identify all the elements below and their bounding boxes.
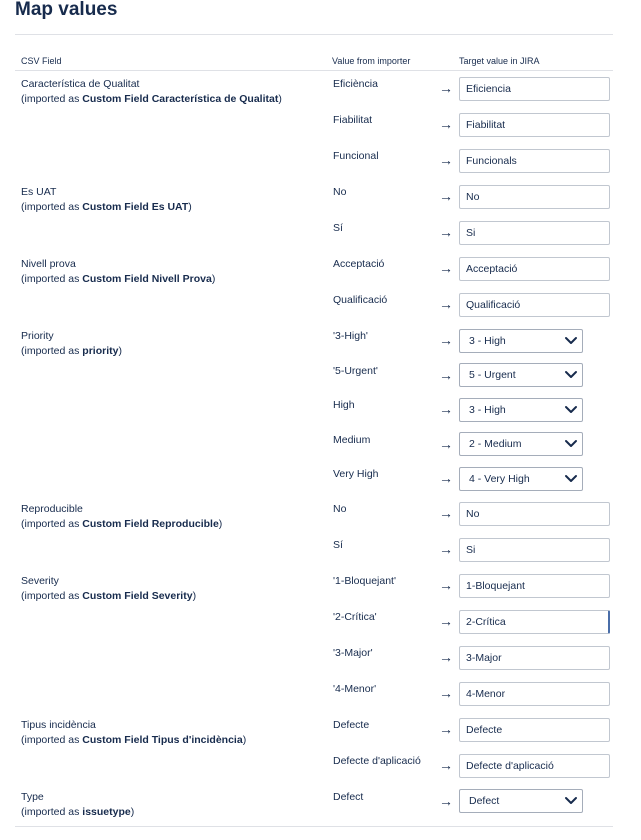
target-value-input[interactable]: Fiabilitat (459, 113, 610, 137)
chevron-down-icon (564, 473, 578, 485)
importer-value: Very High (333, 468, 379, 480)
target-value-input[interactable]: Qualificació (459, 293, 610, 317)
importer-value: '4-Menor' (333, 682, 377, 695)
importer-value: Defect (333, 790, 364, 803)
field-imported-as: (imported as issuetype) (21, 805, 135, 818)
select-value: 3 - High (469, 403, 506, 416)
select-value: 5 - Urgent (469, 369, 516, 381)
select-value: 4 - Very High (469, 472, 530, 485)
arrow-icon: → (439, 224, 453, 240)
field-name: Característica de Qualitat (21, 78, 140, 90)
imported-field-key: Custom Field Es UAT (82, 201, 189, 213)
field-imported-as: (imported as Custom Field Característica de Qualitat) (21, 93, 282, 105)
field-imported-as: (imported as Custom Field Severity) (21, 589, 197, 602)
target-value-input[interactable]: 3-Major (459, 646, 610, 670)
target-value-input[interactable]: Eficiencia (459, 77, 610, 101)
arrow-icon: → (439, 116, 453, 132)
target-value-select[interactable] (459, 329, 583, 353)
target-value-select[interactable] (459, 398, 583, 422)
arrow-icon: → (439, 435, 453, 452)
arrow-icon: → (439, 80, 453, 96)
importer-value: '2-Crítica' (333, 610, 377, 623)
field-name: Type (21, 790, 44, 803)
imported-field-key: Custom Field Nivell Prova (82, 273, 212, 285)
arrow-icon: → (439, 720, 453, 737)
select-value: 2 - Medium (469, 438, 522, 450)
importer-value: Acceptació (333, 258, 385, 270)
bottom-divider (15, 826, 613, 827)
field-name: Es UAT (21, 186, 57, 198)
importer-value: No (333, 502, 347, 515)
target-value-input[interactable]: Si (459, 221, 610, 245)
arrow-icon: → (439, 576, 453, 593)
target-value-input[interactable]: No (459, 185, 610, 209)
field-imported-as: (imported as Custom Field Tipus d'incidència) (21, 733, 247, 746)
target-value-input[interactable]: Acceptació (459, 257, 610, 281)
target-value-input[interactable]: Funcionals (459, 149, 610, 173)
arrow-icon: → (439, 684, 453, 701)
arrow-icon: → (439, 332, 453, 348)
target-value-input[interactable]: Si (459, 538, 610, 562)
arrow-icon: → (439, 152, 453, 168)
target-value-input[interactable]: Defecte (459, 718, 610, 742)
arrow-icon: → (439, 188, 453, 204)
field-name: Tipus incidència (21, 718, 96, 731)
importer-value: Qualificació (333, 294, 388, 306)
arrow-icon: → (439, 612, 453, 629)
arrow-icon: → (439, 366, 453, 383)
importer-value: Sí (333, 538, 343, 551)
importer-value: Defecte d'aplicació (333, 754, 421, 767)
field-imported-as: (imported as Custom Field Es UAT) (21, 201, 192, 213)
target-value-input[interactable]: 4-Menor (459, 682, 610, 706)
imported-field-key: Custom Field Tipus d'incidència (82, 733, 243, 746)
arrow-icon: → (439, 470, 453, 486)
target-value-input[interactable]: Defecte d'aplicació (459, 754, 610, 778)
select-value: Defect (469, 795, 500, 807)
field-imported-as: (imported as Custom Field Nivell Prova) (21, 273, 216, 285)
arrow-icon: → (439, 756, 453, 773)
arrow-icon: → (439, 540, 453, 557)
field-imported-as: (imported as Custom Field Reproducible) (21, 517, 223, 530)
importer-value: Defecte (333, 718, 370, 731)
arrow-icon: → (439, 260, 453, 276)
field-name: Severity (21, 574, 59, 587)
page-title: Map values (15, 0, 118, 20)
chevron-down-icon (564, 438, 578, 450)
chevron-down-icon (564, 335, 578, 347)
importer-value: Fiabilitat (333, 114, 373, 126)
header-divider (15, 70, 613, 71)
field-name: Nivell prova (21, 258, 76, 270)
target-value-select[interactable] (459, 789, 583, 813)
arrow-icon: → (439, 648, 453, 665)
importer-value: '5-Urgent' (333, 364, 378, 377)
imported-field-key: issuetype (82, 805, 131, 818)
arrow-icon: → (439, 504, 453, 521)
importer-value: '3-Major' (333, 646, 373, 659)
target-value-input[interactable]: No (459, 502, 610, 526)
arrow-icon: → (439, 792, 453, 809)
arrow-icon: → (439, 401, 453, 417)
header-value-from-importer: Value from importer (332, 56, 411, 66)
target-value-select[interactable] (459, 432, 583, 456)
importer-value: Funcional (333, 150, 379, 162)
field-imported-as: (imported as priority) (21, 345, 122, 357)
field-name: Reproducible (21, 502, 83, 515)
target-value-input[interactable]: 2-Crítica (459, 610, 610, 634)
header-target-value: Target value in JIRA (459, 56, 540, 66)
chevron-down-icon (564, 369, 578, 381)
importer-value: Medium (333, 433, 371, 446)
select-value: 3 - High (469, 334, 506, 347)
imported-field-key: Custom Field Severity (82, 589, 193, 602)
importer-value: '1-Bloquejant' (333, 574, 396, 587)
field-name: Priority (21, 330, 54, 342)
importer-value: High (333, 399, 355, 411)
header-csv-field: CSV Field (21, 56, 62, 66)
imported-field-key: Custom Field Característica de Qualitat (82, 93, 279, 105)
importer-value: Sí (333, 222, 343, 234)
importer-value: '3-High' (333, 330, 368, 342)
importer-value: Eficiència (333, 78, 378, 90)
target-value-select[interactable] (459, 363, 583, 387)
target-value-select[interactable] (459, 467, 583, 491)
importer-value: No (333, 186, 347, 198)
target-value-input[interactable]: 1-Bloquejant (459, 574, 610, 598)
arrow-icon: → (439, 296, 453, 312)
chevron-down-icon (564, 795, 578, 807)
chevron-down-icon (564, 404, 578, 416)
imported-field-key: priority (82, 345, 119, 357)
title-divider (15, 34, 613, 35)
imported-field-key: Custom Field Reproducible (82, 517, 219, 530)
